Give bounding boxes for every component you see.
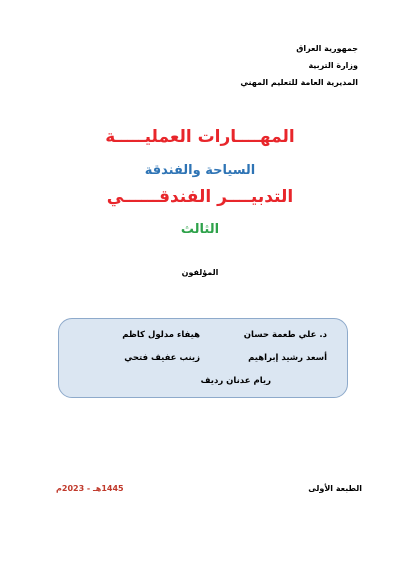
author-name: ريام عدنان رديف xyxy=(200,376,271,386)
authors-label: المؤلفون xyxy=(181,268,219,277)
country-name: جمهورية العراق xyxy=(296,44,358,53)
book-title: المهــــارات العمليـــــة xyxy=(105,127,295,147)
author-name: د. علي طعمة حسان xyxy=(243,330,327,340)
authors-box xyxy=(58,318,348,398)
book-subject: التدبيــــر الفندقــــــي xyxy=(106,187,294,207)
author-name: زينب عفيف فتحي xyxy=(124,353,200,363)
publication-year: 1445هـ - 2023م xyxy=(56,484,124,493)
ministry-header xyxy=(138,40,358,91)
directorate-name: المديرية العامة للتعليم المهني xyxy=(240,78,358,87)
book-specialty: السياحة والفندقة xyxy=(144,163,256,178)
author-name: أسعد رشيد إبراهيم xyxy=(248,353,327,363)
edition-label: الطبعة الأولى xyxy=(308,484,362,493)
ministry-name: وزارة التربية xyxy=(308,61,358,70)
author-name: هيفاء مدلول كاظم xyxy=(122,330,200,340)
book-grade: الثالث xyxy=(180,222,220,237)
